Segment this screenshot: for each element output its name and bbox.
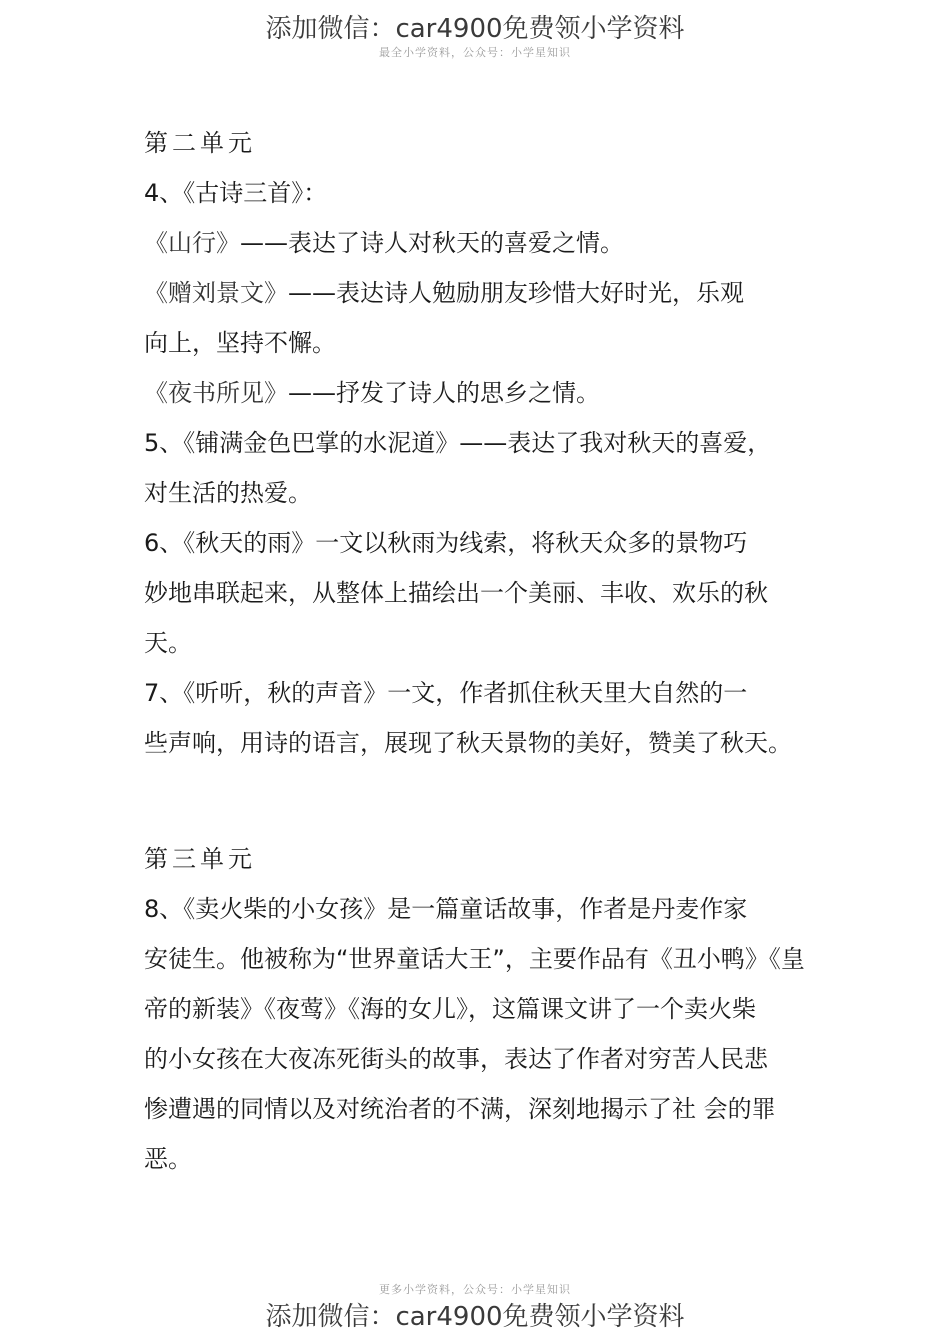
section-spacer	[144, 768, 814, 834]
footer-faint-text: 更多小学资料，公众号：小学星知识	[379, 1283, 571, 1296]
item-6-line-3: 天。	[144, 629, 192, 657]
document-body	[144, 118, 814, 1184]
poem-2-line-2: 向上，坚持不懈。	[144, 329, 336, 357]
poem-1-line	[144, 218, 814, 268]
unit-2-heading: 第二单元	[144, 129, 256, 157]
poem-2-title: 《赠刘景文》	[144, 279, 288, 307]
item-8-line-1: 8、《卖火柴的小女孩》是一篇童话故事，作者是丹麦作家	[144, 895, 748, 923]
poem-1-title: 《山行》	[144, 229, 240, 257]
poem-2-desc: ——表达诗人勉励朋友珍惜大好时光，乐观	[288, 279, 744, 307]
item-7-line-1: 7、《听听，秋的声音》一文，作者抓住秋天里大自然的一	[144, 679, 748, 707]
item-8-line-3: 帝的新装》《夜莺》《海的女儿》，这篇课文讲了一个卖火柴	[144, 995, 756, 1023]
item-8-line-6: 恶。	[144, 1145, 192, 1173]
item-4: 4、《古诗三首》：	[144, 179, 328, 207]
item-8-line-4: 的小女孩在大夜冻死街头的故事，表达了作者对穷苦人民悲	[144, 1045, 768, 1073]
item-6-line-1: 6、《秋天的雨》一文以秋雨为线索，将秋天众多的景物巧	[144, 529, 748, 557]
item-5-line-1: 5、《铺满金色巴掌的水泥道》——表达了我对秋天的喜爱，	[144, 429, 772, 457]
poem-3-title: 《夜书所见》	[144, 379, 288, 407]
item-8-line-2: 安徒生。他被称为“世界童话大王”，主要作品有《丑小鸭》《皇	[144, 945, 805, 973]
watermark-banner-top: 添加微信：car4900免费领小学资料	[265, 14, 685, 44]
item-6-line-2: 妙地串联起来，从整体上描绘出一个美丽、丰收、欢乐的秋	[144, 579, 768, 607]
poem-3-desc: ——抒发了诗人的思乡之情。	[288, 379, 600, 407]
item-7-line-2: 些声响，用诗的语言，展现了秋天景物的美好，赞美了秋天。	[144, 729, 792, 757]
poem-1-desc: ——表达了诗人对秋天的喜爱之情。	[240, 229, 624, 257]
item-8-line-5: 惨遭遇的同情以及对统治者的不满，深刻地揭示了社 会的罪	[144, 1095, 776, 1123]
poem-3-line	[144, 368, 814, 418]
header-faint-text: 最全小学资料，公众号：小学星知识	[379, 46, 571, 59]
item-5-line-2: 对生活的热爱。	[144, 479, 312, 507]
poem-2-line	[144, 268, 814, 318]
watermark-banner-bottom: 添加微信：car4900免费领小学资料	[265, 1302, 685, 1332]
unit-3-heading: 第三单元	[144, 845, 256, 873]
